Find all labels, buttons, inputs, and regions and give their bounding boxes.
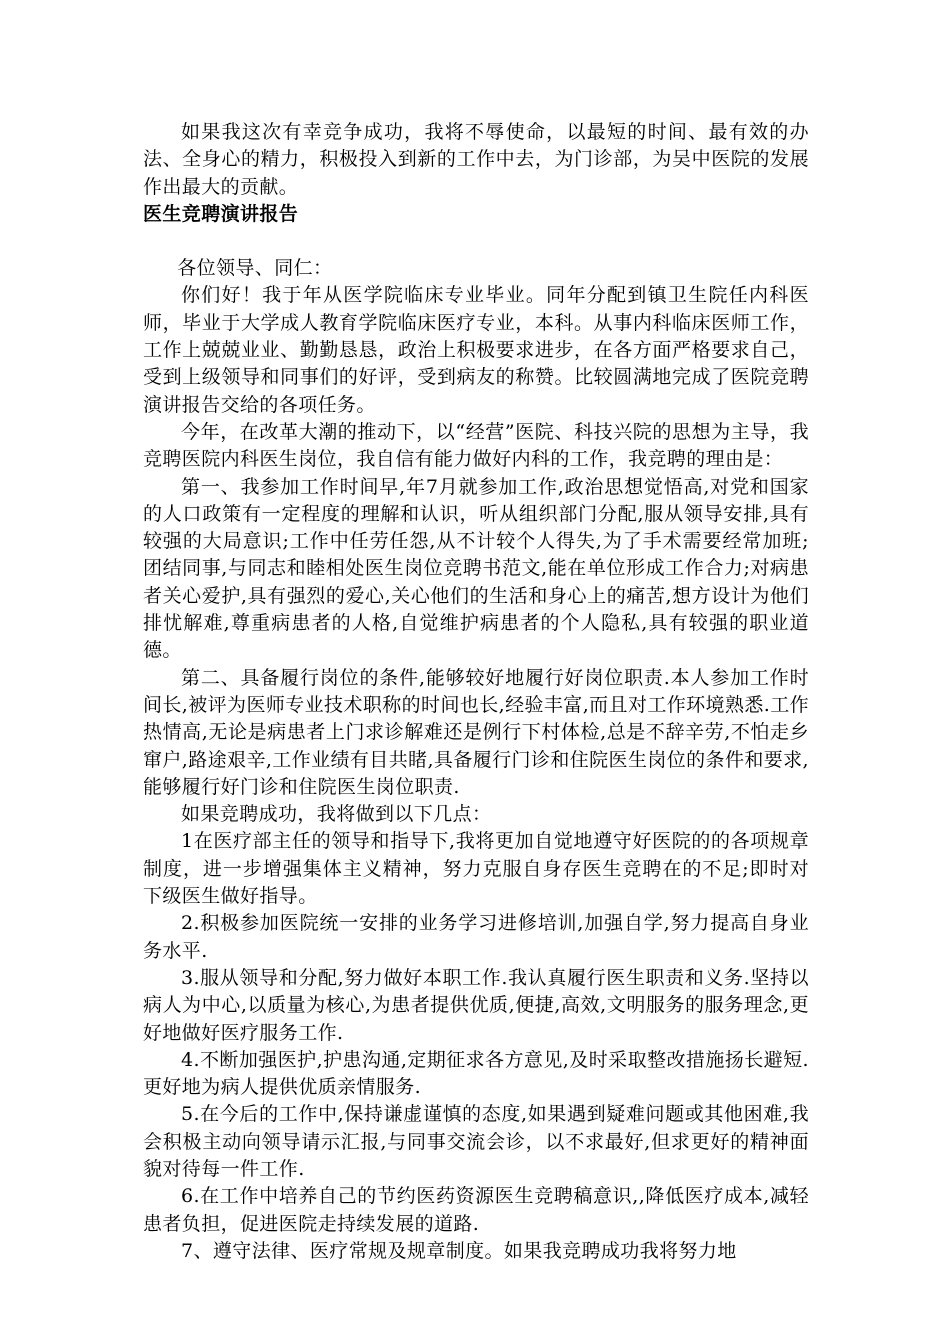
intro-paragraph: 如果我这次有幸竞争成功，我将不辱使命，以最短的时间、最有效的办法、全身心的精力，积极投入到新的工作中去，为门诊部，为吴中医院的发展作出最大的贡献。 [143,121,809,198]
document-title: 医生竞聘演讲报告 [143,202,299,225]
greeting: 各位领导、同仁： [177,257,333,280]
list-item-2: 2.积极参加医院统一安排的业务学习进修培训,加强自学,努力提高自身业务水平. [143,912,809,962]
list-item-6: 6.在工作中培养自己的节约医药资源医生竞聘稿意识,,降低医疗成本,减轻患者负担，促进医院走持续发展的道路. [143,1185,809,1235]
list-item-4: 4.不断加强医护,护患沟通,定期征求各方意见,及时采取整改措施扬长避短.更好地为病人提供优质亲情服务. [143,1048,809,1099]
list-item-3: 3.服从领导和分配,努力做好本职工作.我认真履行医生职责和义务.坚持以病人为中心,以质量为核心,为患者提供优质,便捷,高效,文明服务的服务理念,更好地做好医疗服务工作. [143,966,809,1044]
paragraph-motivation: 今年，在改革大潮的推动下，以“经营”医院、科技兴院的思想为主导，我竞聘医院内科医生岗位，我自信有能力做好内科的工作，我竞聘的理由是： [143,420,809,471]
paragraph-introduction: 你们好！我于年从医学院临床专业毕业。同年分配到镇卫生院任内科医师，毕业于大学成人教育学院临床医疗专业，本科。从事内科临床医师工作，工作上兢兢业业、勤勤恳恳，政治上积极要求进步，在各方面严格要求自己，受到上级领导和同事们的好评，受到病友的称赞。比较圆满地完成了医院竞聘演讲报告交给的各项任务。 [143,284,809,416]
blank-line [143,228,809,255]
paragraph-plan-intro: 如果竞聘成功，我将做到以下几点： [181,803,492,826]
list-item-7: 7、遵守法律、医疗常规及规章制度。如果我竞聘成功我将努力地 [181,1239,737,1262]
document-body [143,119,809,1265]
list-item-5: 5.在今后的工作中,保持谦虚谨慎的态度,如果遇到疑难问题或其他困难,我会积极主动向领导请示汇报,与同事交流会诊，以不求最好,但求更好的精神面貌对待每一件工作. [143,1103,809,1180]
list-item-1: 1在医疗部主任的领导和指导下,我将更加自觉地遵守好医院的的各项规章制度，进一步增强集体主义精神，努力克服自身存医生竞聘在的不足;即时对下级医生做好指导。 [143,830,809,908]
paragraph-reason-one: 第一、我参加工作时间早,年7月就参加工作,政治思想觉悟高,对党和国家的人口政策有一定程度的理解和认识，听从组织部门分配,服从领导安排,具有较强的大局意识;工作中任劳任怨,从不计较个人得失,为了手术需要经常加班;团结同事,与同志和睦相处医生岗位竞聘书范文,能在单位形成工作合力;对病患者关心爱护,具有强烈的爱心,关心他们的生活和身心上的痛苦,想方设计为他们排忧解难,尊重病患者的人格,自觉维护病患者的个人隐私,具有较强的职业道德。 [143,475,809,662]
paragraph-reason-two: 第二、具备履行岗位的条件,能够较好地履行好岗位职责.本人参加工作时间长,被评为医师专业技术职称的时间也长,经验丰富,而且对工作环境熟悉.工作热情高,无论是病患者上门求诊解难还是例行下村体检,总是不辞辛劳,不怕走乡窜户,路途艰辛,工作业绩有目共睹,具备履行门诊和住院医生岗位的条件和要求,能够履行好门诊和住院医生岗位职责. [143,666,809,798]
